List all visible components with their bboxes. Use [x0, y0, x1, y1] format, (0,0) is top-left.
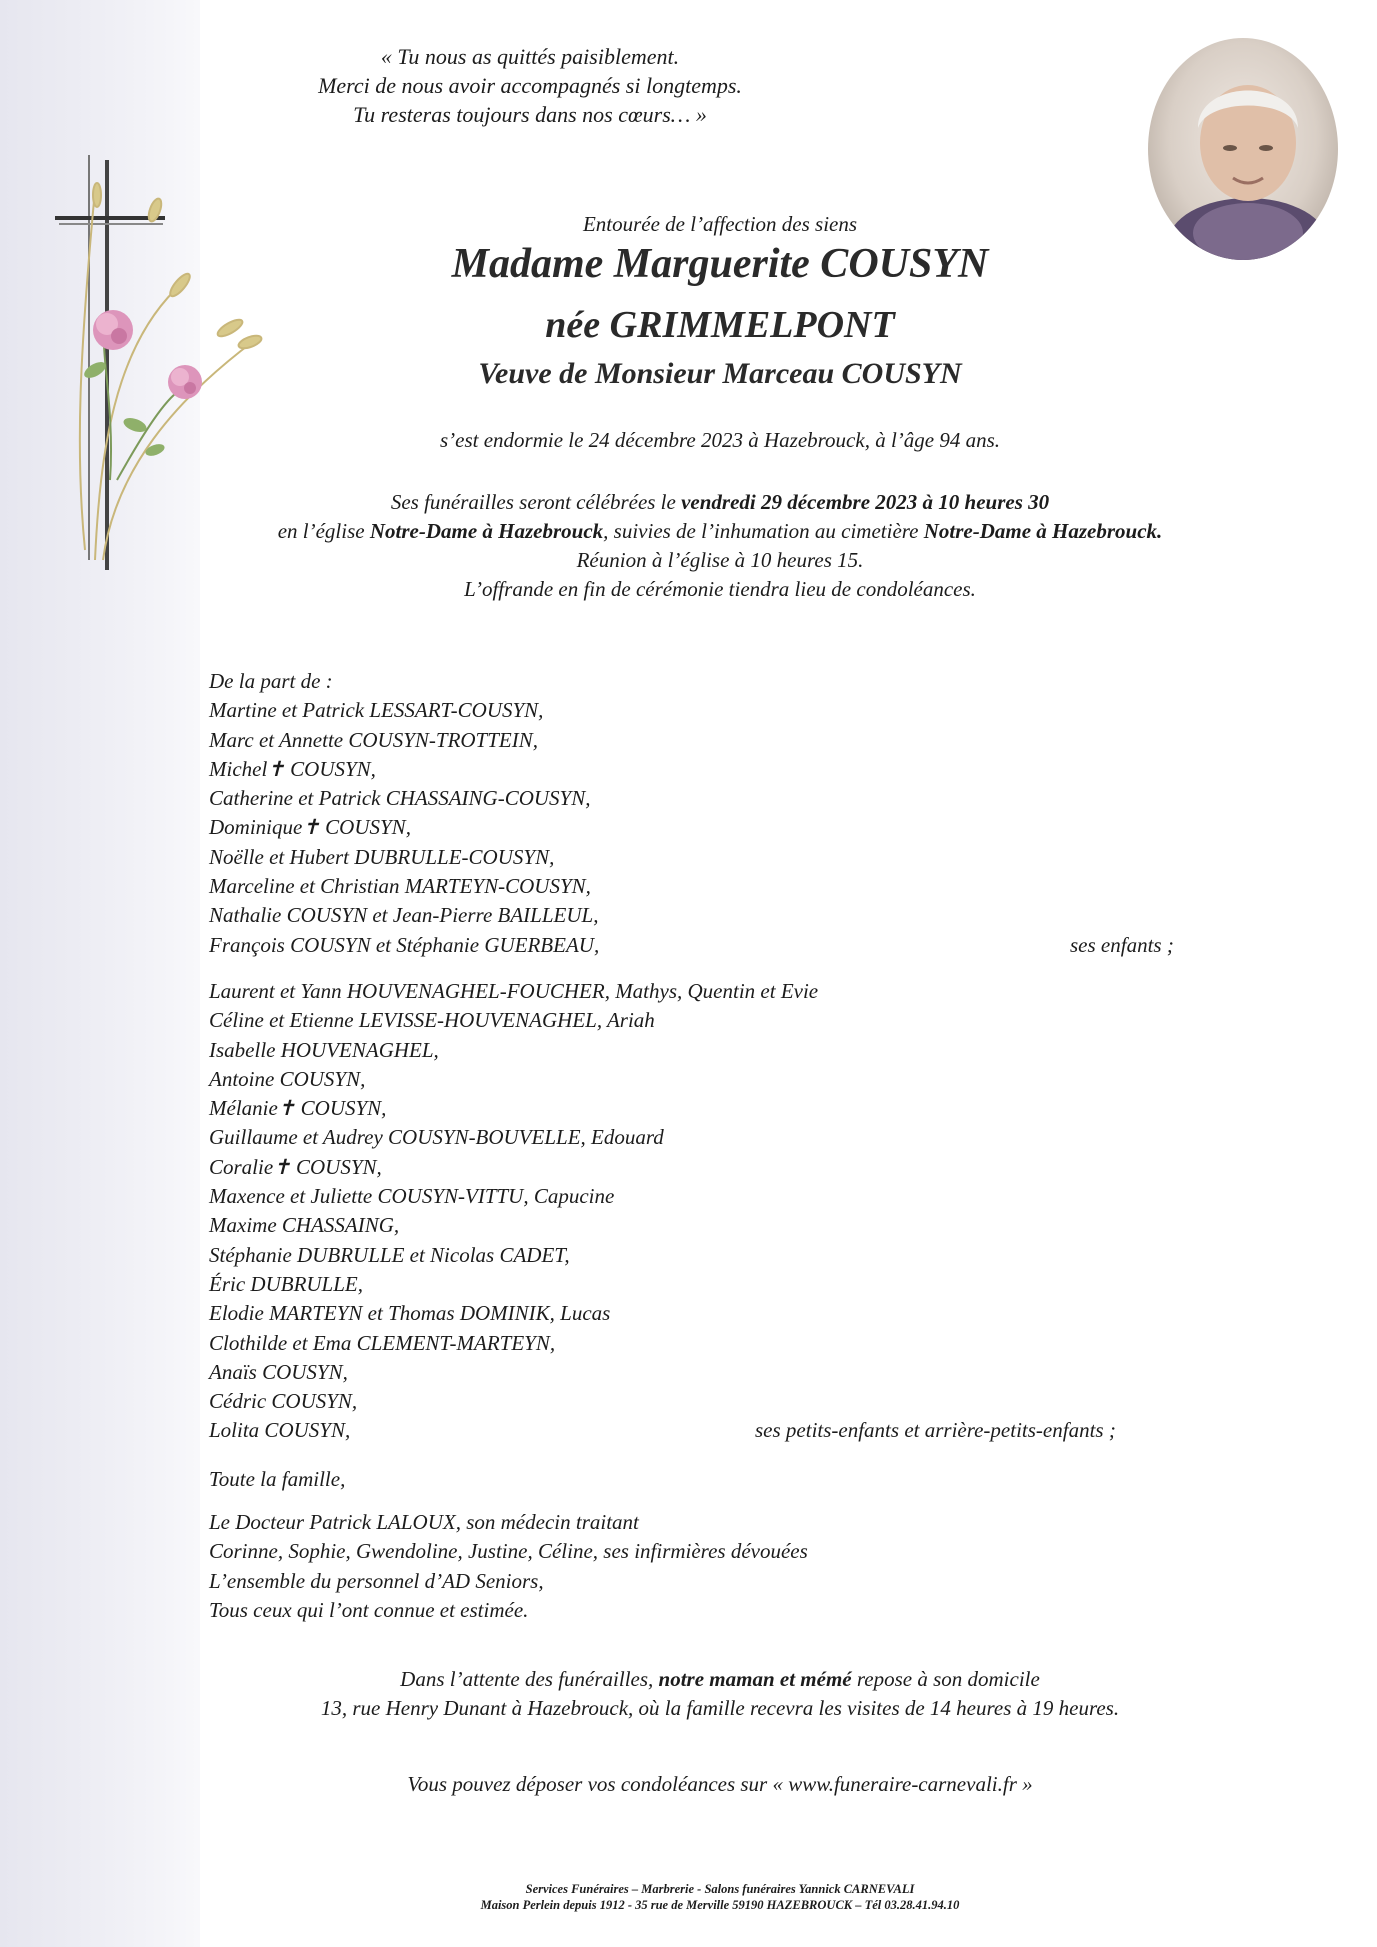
list-item: Nathalie COUSYN et Jean-Pierre BAILLEUL, [209, 903, 599, 928]
list-item-last [209, 931, 1209, 960]
list-item-text: Lolita COUSYN, [209, 1418, 351, 1443]
maiden-name: née GRIMMELPONT [545, 304, 895, 346]
death-notice: s’est endormie le 24 décembre 2023 à Hazebrouck, à l’âge 94 ans. [439, 428, 1001, 452]
funeral-line-place: en l’église Notre-Dame à Hazebrouck, suivies de l’inhumation au cimetière Notre-Dame à Hazebrouck. [277, 519, 1163, 543]
list-item-last [209, 1416, 1209, 1445]
funeral-details [200, 488, 1240, 604]
list-item-text: François COUSYN et Stéphanie GUERBEAU, [209, 932, 600, 957]
grandchildren-list [209, 977, 1209, 1446]
list-item: Antoine COUSYN, [209, 1066, 366, 1091]
list-item: Laurent et Yann HOUVENAGHEL-FOUCHER, Mathys, Quentin et Evie [209, 979, 819, 1003]
footer-line: Maison Perlein depuis 1912 - 35 rue de Merville 59190 HAZEBROUCK – Tél 03.28.41.94.10 [480, 1898, 960, 1912]
list-item: Marc et Annette COUSYN-TROTTEIN, [209, 727, 538, 752]
repose-notice [200, 1665, 1240, 1723]
list-item: Marceline et Christian MARTEYN-COUSYN, [209, 874, 591, 899]
list-item: Isabelle HOUVENAGHEL, [209, 1037, 439, 1062]
footer [200, 1881, 1240, 1913]
widow-of: Veuve de Monsieur Marceau COUSYN [478, 357, 962, 390]
funeral-line-offrande: L’offrande en fin de cérémonie tiendra lieu de condoléances. [464, 577, 976, 601]
quote-line: « Tu nous as quittés paisiblement. [380, 44, 680, 69]
deceased-name: Madame Marguerite COUSYN [451, 241, 989, 287]
family-line: Toute la famille, [209, 1467, 346, 1491]
children-label: ses enfants ; [1070, 932, 1174, 957]
list-item: Corinne, Sophie, Gwendoline, Justine, Céline, ses infirmières dévouées [209, 1539, 808, 1564]
list-item: Maxime CHASSAING, [209, 1213, 400, 1238]
list-item: Michel✝ COUSYN, [209, 756, 376, 781]
list-item: Catherine et Patrick CHASSAING-COUSYN, [209, 786, 591, 811]
children-list [209, 667, 1209, 960]
list-item: Guillaume et Audrey COUSYN-BOUVELLE, Edouard [209, 1125, 664, 1150]
list-item: Dominique✝ COUSYN, [209, 815, 411, 840]
list-item: Coralie✝ COUSYN, [209, 1154, 382, 1179]
list-item: Clothilde et Ema CLEMENT-MARTEYN, [209, 1330, 556, 1355]
footer-line: Services Funéraires – Marbrerie - Salons funéraires Yannick CARNEVALI [525, 1882, 915, 1896]
list-item: Le Docteur Patrick LALOUX, son médecin traitant [209, 1510, 639, 1534]
repose-line-2: 13, rue Henry Dunant à Hazebrouck, où la famille recevra les visites de 14 heures à 19 heures. [320, 1696, 1120, 1720]
quote-line: Tu resteras toujours dans nos cœurs… » [353, 102, 707, 127]
list-item: L’ensemble du personnel d’AD Seniors, [209, 1568, 544, 1593]
list-item: Céline et Etienne LEVISSE-HOUVENAGHEL, Ariah [209, 1008, 655, 1033]
condolences-website: Vous pouvez déposer vos condoléances sur « www.funeraire-carnevali.fr » [407, 1772, 1033, 1796]
list-item: Maxence et Juliette COUSYN-VITTU, Capucine [209, 1184, 615, 1209]
quote-block [200, 42, 860, 129]
list-item: Tous ceux qui l’ont connue et estimée. [209, 1597, 529, 1622]
list-item: Éric DUBRULLE, [209, 1271, 363, 1296]
quote-line: Merci de nous avoir accompagnés si longtemps. [318, 73, 742, 98]
list-header: De la part de : [209, 669, 333, 693]
list-item: Cédric COUSYN, [209, 1389, 358, 1414]
list-item: Anaïs COUSYN, [209, 1359, 348, 1384]
funeral-line-date: Ses funérailles seront célébrées le vendredi 29 décembre 2023 à 10 heures 30 [390, 490, 1050, 514]
list-item: Elodie MARTEYN et Thomas DOMINIK, Lucas [209, 1301, 611, 1326]
list-item: Stéphanie DUBRULLE et Nicolas CADET, [209, 1242, 570, 1267]
funeral-line-reunion: Réunion à l’église à 10 heures 15. [576, 548, 864, 572]
grandchildren-label: ses petits-enfants et arrière-petits-enfants ; [755, 1418, 1116, 1443]
repose-line-1: Dans l’attente des funérailles, notre maman et mémé repose à son domicile [400, 1667, 1040, 1691]
list-item: Mélanie✝ COUSYN, [209, 1096, 387, 1121]
list-item: Martine et Patrick LESSART-COUSYN, [209, 698, 544, 723]
intro-line: Entourée de l’affection des siens [582, 212, 858, 236]
list-item: Noëlle et Hubert DUBRULLE-COUSYN, [209, 844, 555, 869]
others-list [209, 1508, 1209, 1625]
